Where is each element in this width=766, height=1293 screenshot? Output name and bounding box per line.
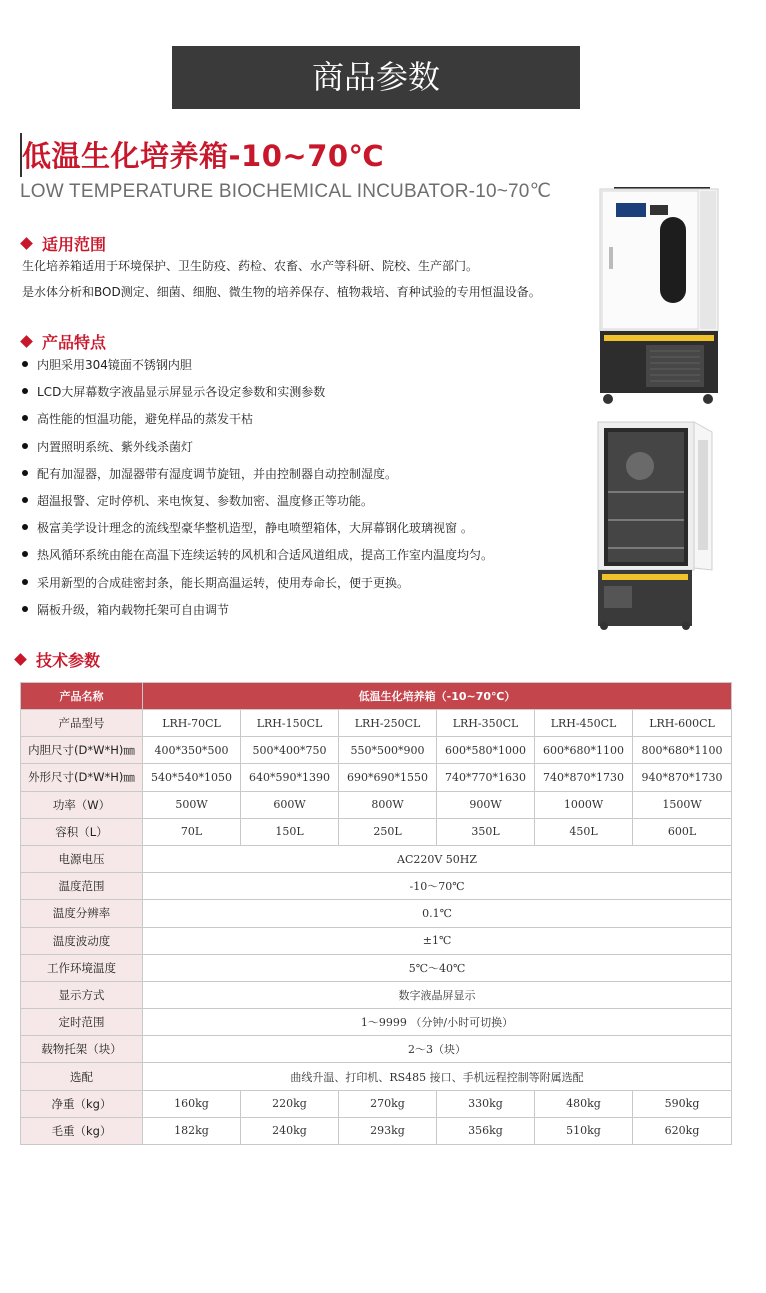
table-row [21,845,732,872]
feature-item: LCD大屏幕数字液晶显示屏显示各设定参数和实测参数 [22,382,493,409]
table-row [21,764,732,791]
bullet-dot-icon [22,470,28,476]
incubator-open-image [594,420,744,632]
features-heading [22,330,106,353]
scope-line: 是水体分析和BOD测定、细菌、细胞、微生物的培养保存、植物栽培、育种试验的专用恒温设备。 [22,285,541,299]
bullet-dot-icon [22,606,28,612]
table-cell: 1～9999 （分钟/小时可切换） [143,1009,732,1036]
feature-item: 隔板升级，箱内载物托架可自由调节 [22,600,493,627]
incubator-closed-image [596,185,726,407]
row-label: 容积（L） [21,818,143,845]
feature-item: 配有加湿器，加湿器带有湿度调节旋钮，并由控制器自动控制湿度。 [22,464,493,491]
bullet-dot-icon [22,579,28,585]
feature-item: 高性能的恒温功能，避免样品的蒸发干枯 [22,409,493,436]
table-cell: -10～70℃ [143,873,732,900]
spec-table [20,682,732,1145]
table-row [21,873,732,900]
table-cell: 450L [535,818,633,845]
table-cell: LRH-70CL [143,710,241,737]
feature-list [22,355,493,627]
table-cell: 356kg [437,1117,535,1144]
row-label: 定时范围 [21,1009,143,1036]
table-cell: 600W [241,791,339,818]
table-cell: 182kg [143,1117,241,1144]
table-row [21,981,732,1008]
scope-line: 生化培养箱适用于环境保护、卫生防疫、药检、农畜、水产等科研、院校、生产部门。 [22,259,479,273]
table-cell: 5℃～40℃ [143,954,732,981]
table-cell: 400*350*500 [143,737,241,764]
table-cell: 800*680*1100 [633,737,732,764]
table-cell: 270kg [339,1090,437,1117]
scope-heading-text: 适用范围 [42,235,107,254]
table-row [21,1009,732,1036]
table-cell: 0.1℃ [143,900,732,927]
table-row [21,737,732,764]
table-cell: LRH-150CL [241,710,339,737]
table-cell: 690*690*1550 [339,764,437,791]
table-row [21,1117,732,1144]
table-cell: 150L [241,818,339,845]
row-label: 工作环境温度 [21,954,143,981]
bullet-dot-icon [22,388,28,394]
table-cell: 500W [143,791,241,818]
row-label: 电源电压 [21,845,143,872]
feature-item: 热风循环系统由能在高温下连续运转的风机和合适风道组成，提高工作室内温度均匀。 [22,545,493,572]
row-label: 产品型号 [21,710,143,737]
table-cell: 2～3（块） [143,1036,732,1063]
table-cell: 640*590*1390 [241,764,339,791]
table-row [21,1090,732,1117]
table-cell: LRH-250CL [339,710,437,737]
table-cell: 160kg [143,1090,241,1117]
table-row [21,954,732,981]
section-banner: 商品参数 [172,46,580,109]
product-title: 低温生化培养箱-10~70℃ [22,139,385,173]
table-cell: 293kg [339,1117,437,1144]
table-cell: 350L [437,818,535,845]
features-heading-text: 产品特点 [42,333,107,352]
row-label: 选配 [21,1063,143,1090]
table-cell: 240kg [241,1117,339,1144]
feature-item: 采用新型的合成硅密封条，能长期高温运转，使用寿命长，便于更换。 [22,573,493,600]
table-cell: 70L [143,818,241,845]
table-cell: 620kg [633,1117,732,1144]
table-cell: LRH-450CL [535,710,633,737]
table-cell: 480kg [535,1090,633,1117]
table-cell: 220kg [241,1090,339,1117]
table-row [21,818,732,845]
table-cell: 550*500*900 [339,737,437,764]
row-label: 温度范围 [21,873,143,900]
product-subtitle-en: LOW TEMPERATURE BIOCHEMICAL INCUBATOR-10~70℃ [20,181,552,202]
row-label: 内胆尺寸(D*W*H)㎜ [21,737,143,764]
table-row [21,791,732,818]
feature-item: 内置照明系统、紫外线杀菌灯 [22,437,493,464]
diamond-bullet-icon [14,653,27,666]
table-row [21,927,732,954]
feature-item: 超温报警、定时停机、来电恢复、参数加密、温度修正等功能。 [22,491,493,518]
table-cell: 数字液晶屏显示 [143,981,732,1008]
row-label: 毛重（kg） [21,1117,143,1144]
table-cell: 740*770*1630 [437,764,535,791]
table-cell: 1000W [535,791,633,818]
table-cell: 1500W [633,791,732,818]
table-cell: 330kg [437,1090,535,1117]
table-cell: 540*540*1050 [143,764,241,791]
table-row [21,1036,732,1063]
diamond-bullet-icon [20,335,33,348]
bullet-dot-icon [22,524,28,530]
table-cell: 曲线升温、打印机、RS485 接口、手机远程控制等附属选配 [143,1063,732,1090]
table-cell: 740*870*1730 [535,764,633,791]
table-cell: 600L [633,818,732,845]
tech-heading-text: 技术参数 [36,651,101,670]
row-label: 载物托架（块） [21,1036,143,1063]
table-header-row [21,683,732,710]
table-cell: 800W [339,791,437,818]
row-label: 净重（kg） [21,1090,143,1117]
table-row [21,710,732,737]
table-cell: 600*680*1100 [535,737,633,764]
table-cell: 940*870*1730 [633,764,732,791]
table-cell: 510kg [535,1117,633,1144]
table-row [21,1063,732,1090]
diamond-bullet-icon [20,237,33,250]
table-cell: 600*580*1000 [437,737,535,764]
table-cell: LRH-600CL [633,710,732,737]
table-cell: 590kg [633,1090,732,1117]
bullet-dot-icon [22,361,28,367]
bullet-dot-icon [22,497,28,503]
table-header-value: 低温生化培养箱（-10~70℃） [143,683,732,710]
row-label: 温度分辨率 [21,900,143,927]
feature-item: 内胆采用304镜面不锈钢内胆 [22,355,493,382]
row-label: 显示方式 [21,981,143,1008]
bullet-dot-icon [22,443,28,449]
scope-heading [22,232,106,255]
table-cell: 250L [339,818,437,845]
row-label: 功率（W） [21,791,143,818]
table-cell: ±1℃ [143,927,732,954]
row-label: 外形尺寸(D*W*H)㎜ [21,764,143,791]
table-header-label: 产品名称 [21,683,143,710]
row-label: 温度波动度 [21,927,143,954]
bullet-dot-icon [22,551,28,557]
table-cell: 900W [437,791,535,818]
table-cell: LRH-350CL [437,710,535,737]
bullet-dot-icon [22,415,28,421]
table-cell: 500*400*750 [241,737,339,764]
table-row [21,900,732,927]
table-cell: AC220V 50HZ [143,845,732,872]
tech-heading [16,648,100,671]
feature-item: 极富美学设计理念的流线型豪华整机造型，静电喷塑箱体，大屏幕钢化玻璃视窗 。 [22,518,493,545]
